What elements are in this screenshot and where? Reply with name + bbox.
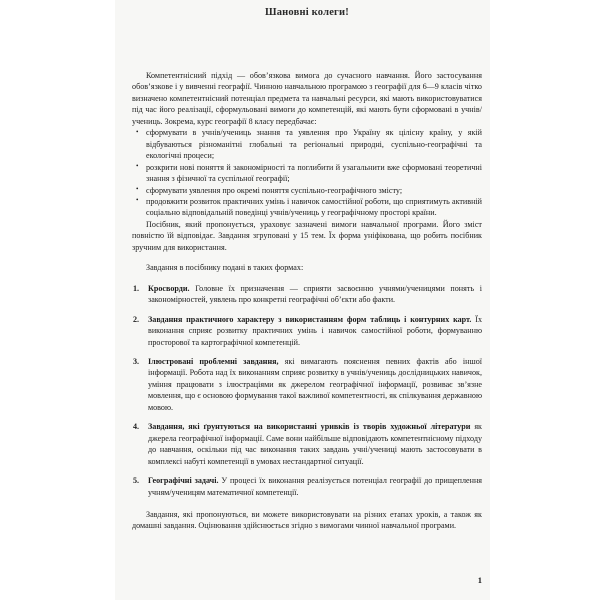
spacer (132, 498, 482, 509)
document-body (132, 70, 482, 532)
objectives-bullet-list (132, 127, 482, 219)
task-forms-numbered-list (132, 283, 482, 498)
list-item (132, 314, 482, 348)
list-item (132, 283, 482, 306)
list-item: • сформувати уявлення про окремі поняття суспільно-географічного змісту; (132, 185, 482, 196)
list-item-text: як джерела географічної інформації. Саме вони найбільше відповідають компетентнісному підходу до навчання, оскільки під час виконання таких завдань учні/учениці мають застосовувати в комплексі набуті компетенції в умовах нестандартної ситуації. (148, 422, 482, 466)
manual-description-paragraph: Посібник, який пропонується, ураховує зазначені вимоги навчальної програми. Його зміст повністю їй відповідає. Завдання згруповані у 15 тем. Їх форма уніфікована, що робить посібник зручним для використання. (132, 219, 482, 252)
list-item (132, 356, 482, 413)
list-item-lead: Кросворди. (148, 283, 190, 293)
list-item-lead: Завдання, які ґрунтуються на використанні уривків із творів художньої літератури (148, 422, 471, 432)
page-number: 1 (477, 575, 482, 585)
list-item-lead: Географічні задачі. (148, 476, 219, 486)
list-item-text: Їх виконання сприяє розвитку практичних умінь і навичок самостійної роботи, формуванню просторової та картографічної компетенцій. (148, 314, 483, 347)
intro-paragraph: Компетентнісний підхід — обов’язкова вимога до сучасного навчання. Його застосування обов’язкове і у вивченні географії. Чинною навчальною програмою з географії для 6—9 класів чітко визначено компетентнісний потенціал предмета та навчальні ресурси, які мають використовуватися під час його реалізації, сформульовані вимоги до компетенцій, які мають бути сформовані в учнів/учениць. Зокрема, курс географії 8 класу передбачає: (132, 71, 482, 126)
list-item-text: У процесі їх виконання реалізується потенціал географії до прищеплення учням/ученицям математичної компетенції. (148, 476, 482, 497)
list-item: • розкрити нові поняття й закономірності та поглибити й узагальнити вже сформовані теоретичні знання з фізичної та суспільної географії; (132, 162, 482, 185)
page-title: Шановні колеги! (265, 7, 349, 18)
spacer (132, 253, 482, 262)
forms-lead-paragraph: Завдання в посібнику подані в таких формах: (146, 263, 304, 273)
list-item: • сформувати в учнів/учениць знання та уявлення про Україну як цілісну країну, у якій відбуваються різноманітні глобальні та регіональні природні, суспільно-географічні та екологічні процеси; (132, 127, 482, 161)
list-item-text: які вимагають пояснення певних фактів або іншої інформації. Робота над їх виконанням сприяє розвитку в учнів/учениць дослідницьких навичок, уміння працювати з ілюстраціями як джерелом географічної інформації, розвиває зв’язне мовлення, що є основою формування такої важливої компетентності, як спілкування державною мовою. (148, 356, 482, 412)
list-item-lead: Ілюстровані проблемні завдання, (148, 356, 279, 366)
spacer (132, 274, 482, 283)
list-item-lead: Завдання практичного характеру з використанням форм таблиць і контурних карт. (148, 314, 472, 324)
page-content (132, 0, 482, 600)
list-item (132, 475, 482, 498)
list-item-text: Головне їх призначення — сприяти засвоєнню учнями/ученицями понять і закономірностей, уявлень про конкретні географічні об’єкти або факти. (148, 283, 482, 305)
list-item: • продовжити розвиток практичних умінь і навичок самостійної роботи, що сприятимуть активній соціально відповідальній поведінці учнів/учениць у географічному просторі країни. (132, 196, 482, 219)
list-item (132, 421, 482, 467)
closing-paragraph: Завдання, які пропонуються, ви можете використовувати на різних етапах уроків, а також як домашні завдання. Оцінювання здійснюється згідно з вимогами чинної навчальної програми. (132, 509, 482, 531)
